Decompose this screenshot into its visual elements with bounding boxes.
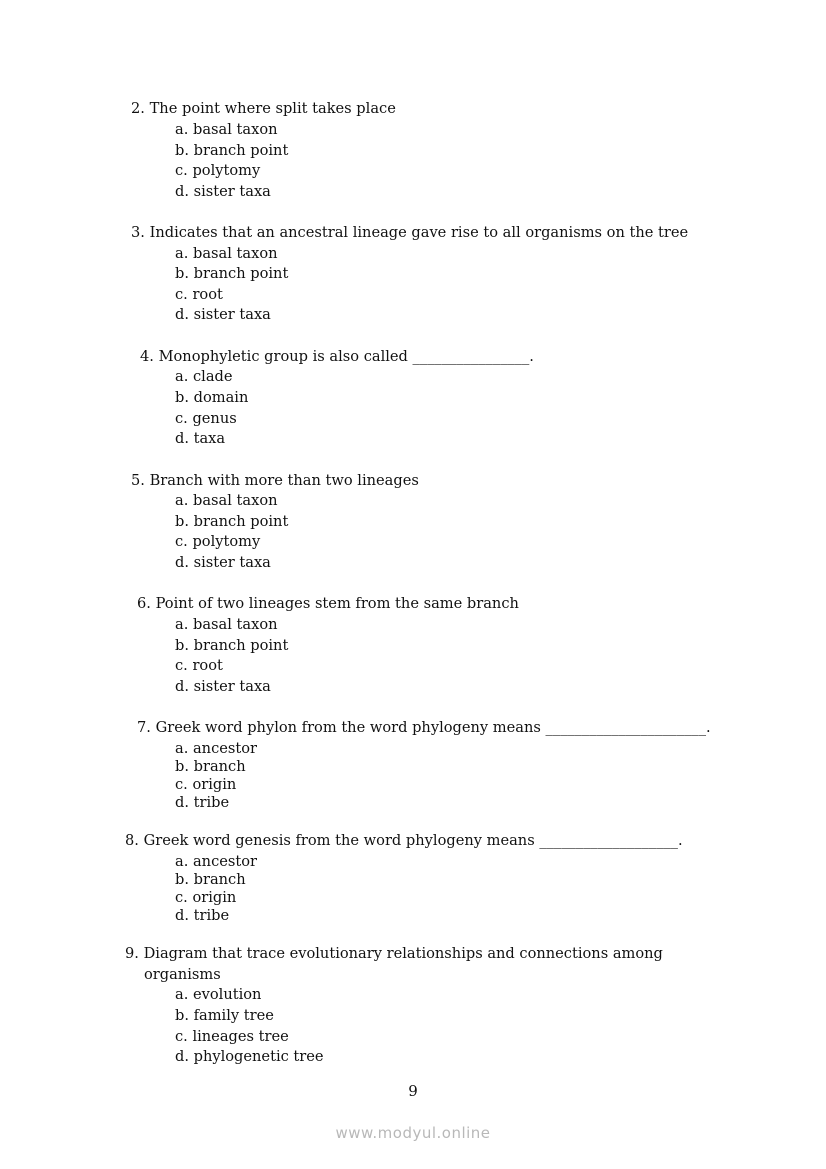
option-c: c. origin bbox=[175, 889, 237, 906]
question-number: 5. bbox=[131, 472, 145, 489]
option-c: c. genus bbox=[175, 410, 237, 427]
question-number: 3. bbox=[131, 224, 145, 241]
option-d: d. sister taxa bbox=[175, 678, 271, 695]
option-d: d. sister taxa bbox=[175, 183, 271, 200]
option-b: b. branch bbox=[175, 871, 246, 888]
option-d: d. tribe bbox=[175, 794, 230, 811]
option-c: c. root bbox=[175, 657, 223, 674]
option-c: c. polytomy bbox=[175, 162, 261, 179]
option-b: b. branch point bbox=[175, 265, 289, 282]
question-stem bbox=[137, 719, 711, 736]
question-stem bbox=[131, 224, 688, 241]
question-stem bbox=[137, 595, 519, 612]
option-d: d. sister taxa bbox=[175, 306, 271, 323]
option-d: d. tribe bbox=[175, 907, 230, 924]
question-text: Indicates that an ancestral lineage gave rise to all organisms on the tree bbox=[149, 224, 689, 241]
option-b: b. family tree bbox=[175, 1007, 274, 1024]
question-number: 2. bbox=[131, 100, 145, 117]
question-stem bbox=[125, 945, 663, 962]
option-a: a. ancestor bbox=[175, 853, 258, 870]
option-a: a. evolution bbox=[175, 986, 262, 1003]
option-d: d. sister taxa bbox=[175, 554, 271, 571]
question-text: Branch with more than two lineages bbox=[149, 472, 419, 489]
option-b: b. branch point bbox=[175, 637, 289, 654]
option-a: a. basal taxon bbox=[175, 121, 278, 138]
option-b: b. branch point bbox=[175, 513, 289, 530]
watermark: www.modyul.online bbox=[335, 1124, 491, 1142]
question-number: 4. bbox=[140, 348, 154, 365]
option-a: a. ancestor bbox=[175, 740, 258, 757]
option-c: c. polytomy bbox=[175, 533, 261, 550]
option-b: b. branch point bbox=[175, 142, 289, 159]
option-c: c. origin bbox=[175, 776, 237, 793]
question-stem bbox=[131, 472, 419, 489]
option-c: c. lineages tree bbox=[175, 1028, 289, 1045]
question-text-continued: organisms bbox=[144, 966, 221, 983]
question-stem bbox=[125, 832, 683, 849]
option-a: a. basal taxon bbox=[175, 492, 278, 509]
question-text: Diagram that trace evolutionary relationships and connections among bbox=[143, 945, 663, 962]
question-text: Point of two lineages stem from the same branch bbox=[155, 595, 519, 612]
question-stem bbox=[131, 100, 396, 117]
page-number: 9 bbox=[408, 1082, 418, 1100]
question-text: Greek word genesis from the word phylogeny means ___________________. bbox=[143, 832, 683, 849]
option-b: b. domain bbox=[175, 389, 249, 406]
question-number: 7. bbox=[137, 719, 151, 736]
option-c: c. root bbox=[175, 286, 223, 303]
question-text: Monophyletic group is also called ________________. bbox=[158, 348, 534, 365]
option-a: a. basal taxon bbox=[175, 616, 278, 633]
option-d: d. taxa bbox=[175, 430, 226, 447]
question-number: 9. bbox=[125, 945, 139, 962]
option-d: d. phylogenetic tree bbox=[175, 1048, 324, 1065]
question-stem bbox=[140, 348, 534, 365]
question-number: 6. bbox=[137, 595, 151, 612]
option-a: a. clade bbox=[175, 368, 233, 385]
option-b: b. branch bbox=[175, 758, 246, 775]
question-number: 8. bbox=[125, 832, 139, 849]
question-text: The point where split takes place bbox=[149, 100, 396, 117]
option-a: a. basal taxon bbox=[175, 245, 278, 262]
question-text: Greek word phylon from the word phylogeny means ______________________. bbox=[155, 719, 711, 736]
